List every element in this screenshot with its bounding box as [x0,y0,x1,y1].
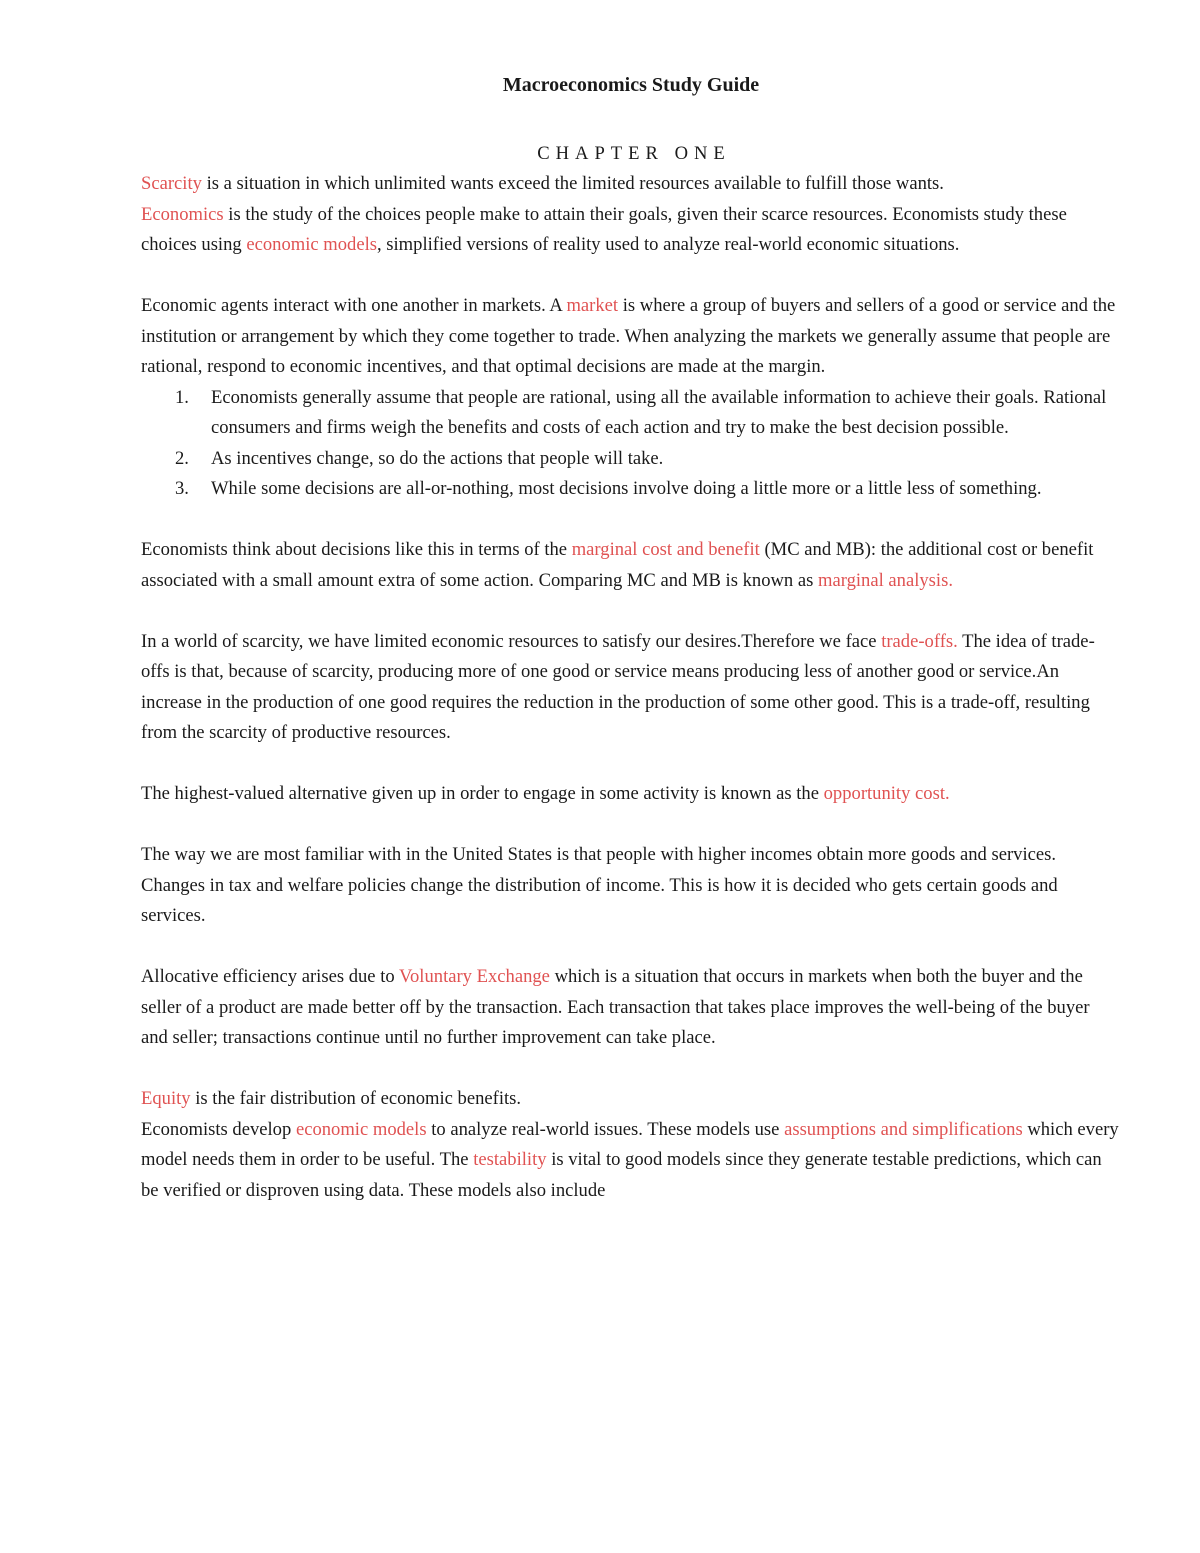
list-item-text: While some decisions are all-or-nothing, most decisions involve doing a little more or a little less of something. [211,478,1042,499]
list-item [141,383,1121,444]
blank-line [141,505,1121,536]
term-assumptions-simplifications: assumptions and simplifications [784,1118,1023,1140]
paragraph-models [141,1115,1121,1207]
paragraph-marginal [141,535,1121,596]
numbered-list [141,383,1121,505]
list-number: 2. [175,447,189,469]
term-voluntary-exchange: Voluntary Exchange [398,966,550,987]
paragraph-scarcity [141,169,1121,200]
paragraph-text: Economists think about decisions like this in terms of the [141,539,572,560]
blank-line [141,932,1121,963]
paragraph-text: is where a group of buyers and sellers of a good or service and the institution or arrangement by which they come together to trade. When analyzing the markets we generally assume that people are rational, respond to economic incentives, and that optimal decisions are made at the margin. [141,295,1116,377]
paragraph-text: Economic agents interact with one another in markets. A [141,295,567,316]
paragraph-text: is the study of the choices people make to attain their goals, given their scarce resources. Economists study these choices using [141,203,1067,255]
term-equity: Equity [141,1088,191,1109]
term-scarcity: Scarcity [141,173,202,194]
blank-line [141,1054,1121,1085]
list-number: 1. [175,386,189,408]
term-opportunity-cost: opportunity cost. [823,783,950,804]
paragraph-text: In a world of scarcity, we have limited economic resources to satisfy our desires.Therefore we face [141,630,882,652]
paragraph-text: which every model needs them in order to be useful. The [141,1118,1119,1170]
paragraph-text: (MC and MB): the additional cost or benefit associated with a small amount extra of some action. Comparing MC and MB is known as [141,539,1094,591]
paragraph-text: , simplified versions of reality used to analyze real-world economic situations. [376,234,960,255]
list-number: 3. [175,478,189,499]
term-economics: Economics [141,203,224,225]
document-page [141,70,1121,1206]
chapter-heading: CHAPTER ONE [537,143,731,164]
term-economic-models: economic models [295,1118,427,1140]
paragraph-text: Economists develop [141,1118,296,1140]
paragraph-economics [141,200,1121,261]
paragraph-text: is a situation in which unlimited wants exceed the limited resources available to fulfill those wants. [201,173,944,194]
blank-line [141,596,1121,627]
document-title: Macroeconomics Study Guide [502,74,760,96]
paragraph-text: to analyze real-world issues. These models use [426,1118,785,1140]
term-marginal-analysis: marginal analysis. [818,569,953,591]
term-marginal-cost-benefit: marginal cost and benefit [571,539,760,560]
list-item [141,474,1121,505]
paragraph-text: which is a situation that occurs in markets when both the buyer and the seller of a product are made better off by the transaction. Each transaction that takes place improves the well-being of the buyer and seller; transactions continue until no further improvement can take place. [141,966,1090,1048]
paragraph-text: The idea of trade-offs is that, because of scarcity, producing more of one good or service means producing less of another good or service.An increase in the production of one good requires the reduction in the production of some other good. This is a trade-off, resulting from the scarcity of productive resources. [141,630,1095,743]
term-trade-offs: trade-offs. [881,630,958,652]
paragraph-distribution [141,840,1121,932]
paragraph-text: The highest-valued alternative given up in order to engage in some activity is known as the [141,783,824,804]
list-item-text: Economists generally assume that people are rational, using all the available information to achieve their goals. Rational consumers and firms weigh the benefits and costs of each action and try to make the best decision possible. [211,386,1107,438]
paragraph-equity [141,1084,1121,1115]
blank-line [141,810,1121,841]
blank-line [141,749,1121,780]
blank-line [141,261,1121,292]
paragraph-opportunity-cost [141,779,1121,810]
term-economic-models: economic models [246,234,377,255]
list-item [141,444,1121,475]
paragraph-text: is vital to good models since they generate testable predictions, which can be verified or disproven using data. These models also include [141,1149,1102,1201]
paragraph-markets [141,291,1121,383]
term-market: market [566,295,619,316]
paragraph-voluntary-exchange [141,962,1121,1054]
paragraph-trade-offs [141,627,1121,749]
paragraph-text: Allocative efficiency arises due to [141,966,399,987]
paragraph-text: is the fair distribution of economic benefits. [190,1088,522,1109]
term-testability: testability [473,1149,547,1170]
paragraph-text: The way we are most familiar with in the United States is that people with higher incomes obtain more goods and services. Changes in tax and welfare policies change the distribution of income. This is how it is decided who gets certain goods and services. [141,844,1058,926]
list-item-text: As incentives change, so do the actions that people will take. [211,447,664,469]
